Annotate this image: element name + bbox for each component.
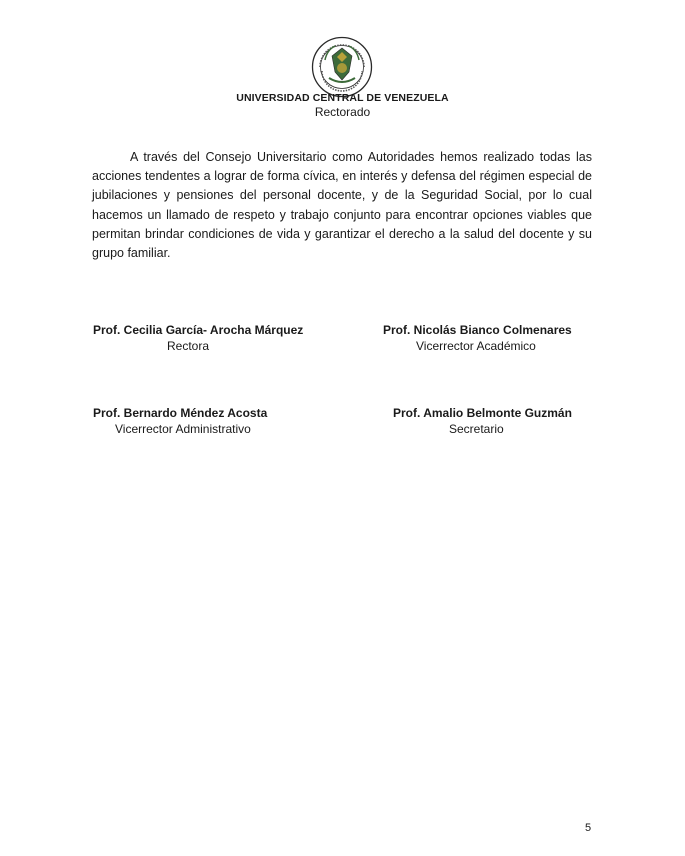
- signatory-vicerrector-administrativo: [93, 405, 293, 437]
- institution-name: UNIVERSIDAD CENTRAL DE VENEZUELA: [236, 92, 449, 104]
- signatory-role: Vicerrector Administrativo: [115, 422, 251, 436]
- signatory-rectora: [93, 322, 323, 354]
- signatory-role: Vicerrector Académico: [416, 339, 536, 353]
- page-number: 5: [585, 822, 592, 834]
- university-seal-logo: [311, 36, 373, 98]
- signatory-role: Rectora: [167, 339, 210, 353]
- signatory-name: Prof. Amalio Belmonte Guzmán: [393, 406, 572, 420]
- signatory-secretario: [393, 405, 593, 437]
- office-name: Rectorado: [314, 105, 371, 119]
- signatory-name: Prof. Bernardo Méndez Acosta: [93, 406, 268, 420]
- statement-body: [92, 148, 592, 263]
- statement-paragraph: A través del Consejo Universitario como Autoridades hemos realizado todas las acciones tendentes a lograr de forma cívica, en interés y defensa del régimen especial de jubilaciones y pensiones del personal docente, y de la Seguridad Social, por lo cual hacemos un llamado de respeto y trabajo conjunto para encontrar opciones viables que permitan brindar condiciones de vida y garantizar el derecho a la salud del docente y su grupo familiar.: [92, 150, 592, 261]
- signatory-role: Secretario: [449, 422, 504, 436]
- signatory-name: Prof. Cecilia García- Arocha Márquez: [93, 323, 304, 337]
- signatory-name: Prof. Nicolás Bianco Colmenares: [383, 323, 572, 337]
- signatory-vicerrector-academico: [383, 322, 593, 354]
